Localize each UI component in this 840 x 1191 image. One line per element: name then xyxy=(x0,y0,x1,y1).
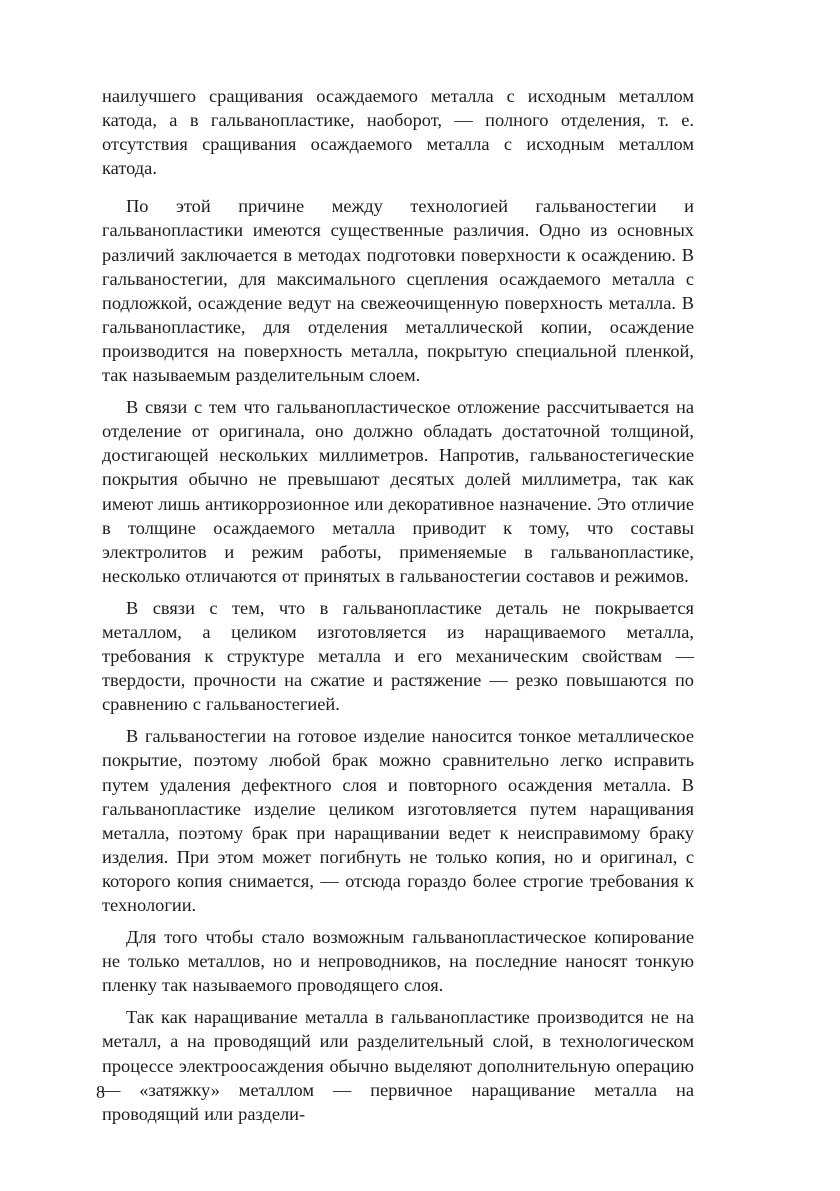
paragraph-2: По этой причине между технологией гальваностегии и гальванопластики имеются существенные различия. Одно из основных различий заключается в методах подготовки поверхности к осаждению. В гальваностегии, для максимального сцепления осаждаемого металла с подложкой, осаждение ведут на свежеочищенную поверхность металла. В гальванопластике, для отделения металлической копии, осаждение производится на поверхность металла, покрытую специальной пленкой, так называемым разделительным слоем. xyxy=(102,196,694,386)
paragraph-5: В гальваностегии на готовое изделие наносится тонкое металлическое покрытие, поэтому любой брак можно сравнительно легко исправить путем удаления дефектного слоя и повторного осаждения металла. В гальванопластике изделие целиком изготовляется путем наращивания металла, поэтому брак при наращивании ведет к неисправимому браку изделия. При этом может погибнуть не только копия, но и оригинал, с которого копия снимается, — отсюда гораздо более строгие требования к технологии. xyxy=(102,726,694,915)
page-body xyxy=(102,84,694,1134)
paragraph-3: В связи с тем что гальванопластическое отложение рассчитывается на отделение от оригинала, оно должно обладать достаточной толщиной, достигающей нескольких миллиметров. Напротив, гальваностегические покрытия обычно не превышают десятых долей миллиметра, так как имеют лишь антикоррозионное или декоративное назначение. Это отличие в толщине осаждаемого металла приводит к тому, что составы электролитов и режим работы, применяемые в гальванопластике, несколько отличаются от принятых в гальваностегии составов и режимов. xyxy=(102,397,694,586)
page-number: 8 xyxy=(96,1082,105,1102)
paragraph-6: Для того чтобы стало возможным гальванопластическое копирование не только металлов, но и непроводников, на последние наносят тонкую пленку так называемого проводящего слоя. xyxy=(102,927,694,996)
paragraph-7: Так как наращивание металла в гальванопластике производится не на металл, а на проводящий или разделительный слой, в технологическом процессе электроосаждения обычно выделяют дополнительную операцию — «затяжку» металлом — первичное наращивание металла на проводящий или раздели- xyxy=(102,1007,694,1124)
paragraph-1: наилучшего сращивания осаждаемого металла с исходным металлом катода, а в гальванопластике, наоборот, — полного отделения, т. е. отсутствия сращивания осаждаемого металла с исходным металлом катода. xyxy=(102,86,694,179)
paragraph-4: В связи с тем, что в гальванопластике деталь не покрывается металлом, а целиком изготовляется из наращиваемого металла, требования к структуре металла и его механическим свойствам — твердости, прочности на сжатие и растяжение — резко повышаются по сравнению с гальваностегией. xyxy=(102,597,694,715)
